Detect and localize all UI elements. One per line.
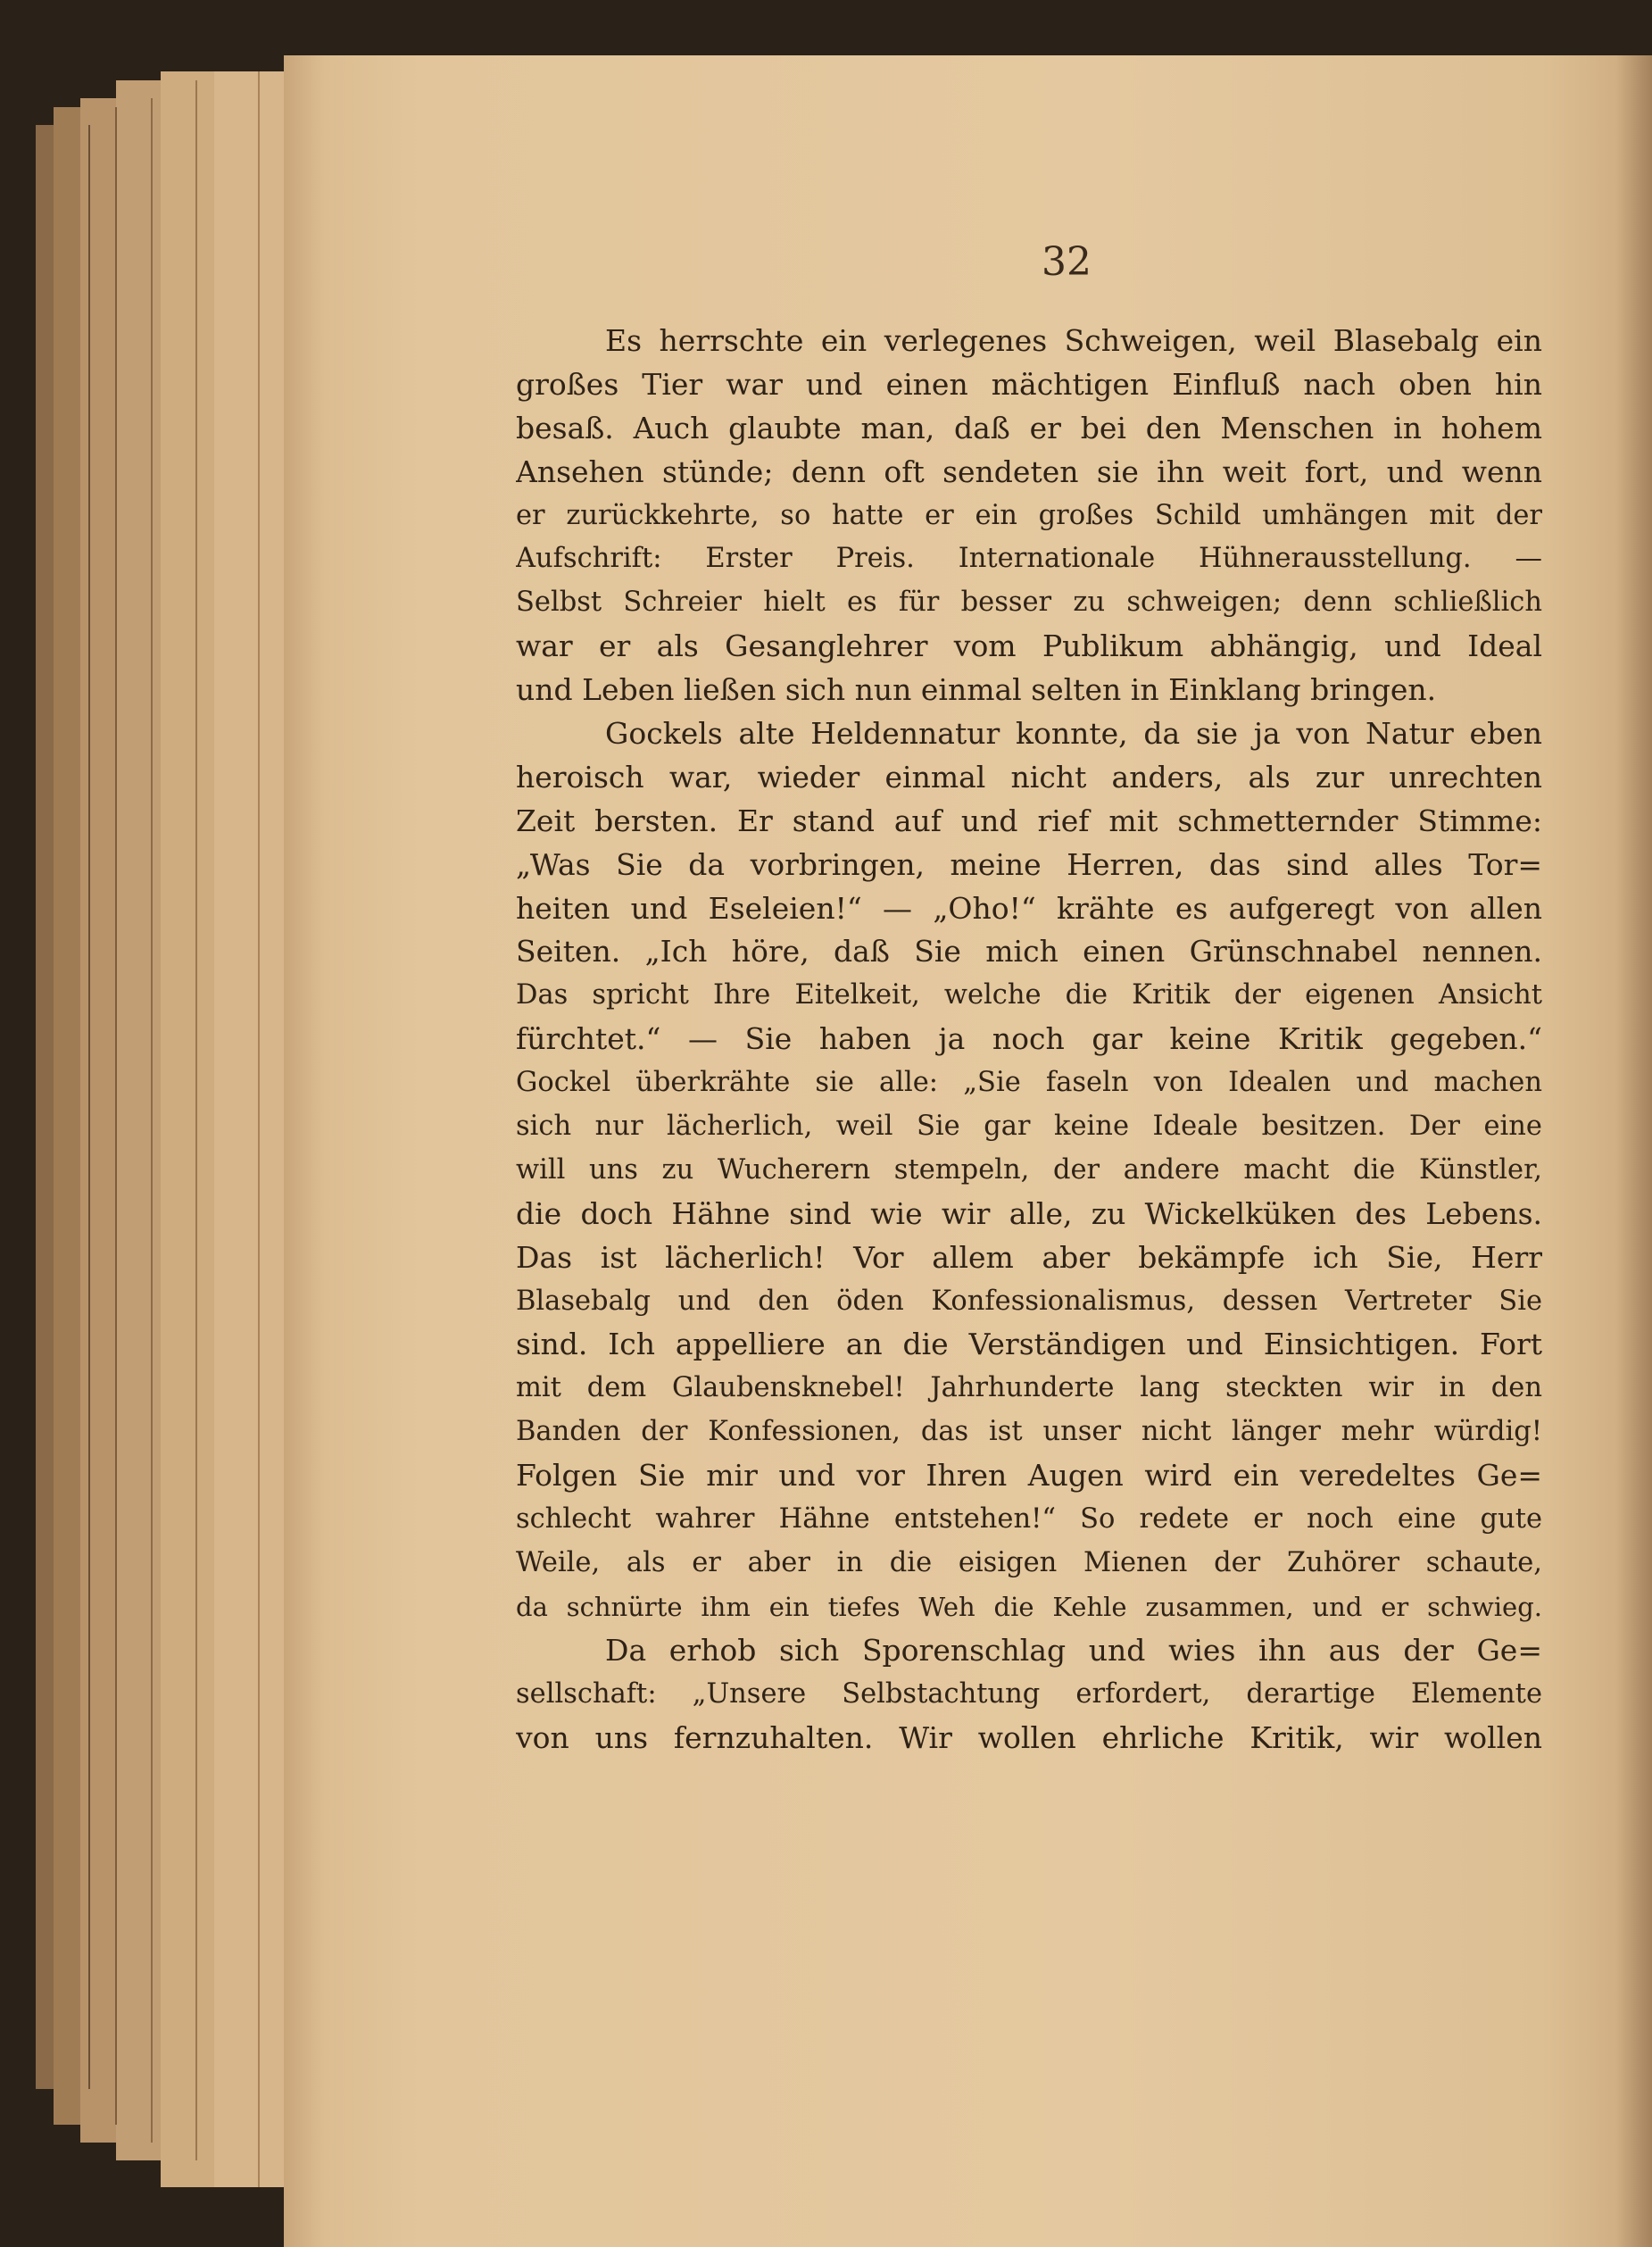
text-line: schlecht wahrer Hähne entstehen!“ So redete er noch eine gute: [516, 1503, 1542, 1535]
text-line: besaß. Auch glaubte man, daß er bei den Menschen in hohem: [516, 410, 1542, 445]
text-line: Weile, als er aber in die eisigen Mienen der Zuhörer schaute,: [516, 1546, 1542, 1578]
text-line: sellschaft: „Unsere Selbstachtung erfordert, derartige Elemente: [516, 1677, 1542, 1710]
text-line: Da erhob sich Sporenschlag und wies ihn aus der Ge=: [605, 1632, 1542, 1668]
text-line: „Was Sie da vorbringen, meine Herren, das sind alles Tor=: [516, 846, 1542, 882]
text-line: Das spricht Ihre Eitelkeit, welche die Kritik der eigenen Ansicht: [516, 979, 1542, 1011]
text-line: Gockel überkrähte sie alle: „Sie faseln von Idealen und machen: [516, 1067, 1542, 1099]
text-line: Folgen Sie mir und vor Ihren Augen wird ein veredeltes Ge=: [516, 1458, 1542, 1494]
body-text: [516, 320, 1542, 1760]
text-line: von uns fernzuhalten. Wir wollen ehrliche Kritik, wir wollen: [516, 1719, 1542, 1755]
text-line: heiten und Eseleien!“ — „Oho!“ krähte es aufgeregt von allen: [516, 890, 1542, 926]
text-line: Es herrschte ein verlegenes Schweigen, weil Blasebalg ein: [605, 323, 1542, 358]
stacked-page-edges: [36, 71, 312, 2187]
text-line: Aufschrift: Erster Preis. Internationale Hühnerausstellung. —: [516, 543, 1542, 575]
text-line: Ansehen stünde; denn oft sendeten sie ihn weit fort, und wenn: [516, 454, 1542, 489]
text-line: Seiten. „Ich höre, daß Sie mich einen Grünschnabel nennen.: [516, 934, 1542, 970]
text-line: Blasebalg und den öden Konfessionalismus, dessen Vertreter Sie: [516, 1285, 1542, 1317]
text-line: Selbst Schreier hielt es für besser zu schweigen; denn schließlich: [516, 587, 1542, 619]
text-line: mit dem Glaubensknebel! Jahrhunderte lang steckten wir in den: [516, 1372, 1542, 1404]
text-line: sind. Ich appelliere an die Verständigen und Einsichtigen. Fort: [516, 1327, 1542, 1362]
page-number: 32: [1042, 239, 1092, 285]
text-line: fürchtet.“ — Sie haben ja noch gar keine Kritik gegeben.“: [516, 1021, 1542, 1057]
text-line: Gockels alte Heldennatur konnte, da sie ja von Natur eben: [605, 716, 1542, 752]
text-line: großes Tier war und einen mächtigen Einfluß nach oben hin: [516, 366, 1542, 402]
text-line: war er als Gesanglehrer vom Publikum abhängig, und Ideal: [516, 628, 1542, 664]
text-line: will uns zu Wucherern stempeln, der andere macht die Künstler,: [516, 1153, 1542, 1186]
text-line: er zurückkehrte, so hatte er ein großes Schild umhängen mit der: [516, 499, 1542, 531]
text-line: und Leben ließen sich nun einmal selten in Einklang bringen.: [516, 672, 1437, 708]
text-line: Das ist lächerlich! Vor allem aber bekämpfe ich Sie, Herr: [516, 1239, 1542, 1275]
text-line: da schnürte ihm ein tiefes Weh die Kehle zusammen, und er schwieg.: [516, 1591, 1542, 1622]
text-line: die doch Hähne sind wie wir alle, zu Wickelküken des Lebens.: [516, 1195, 1542, 1231]
text-line: sich nur lächerlich, weil Sie gar keine Ideale besitzen. Der eine: [516, 1111, 1542, 1143]
text-line: heroisch war, wieder einmal nicht anders, als zur unrechten: [516, 759, 1542, 795]
gutter-shadow: [1616, 55, 1652, 2247]
text-line: Zeit bersten. Er stand auf und rief mit schmetternder Stimme:: [516, 803, 1542, 838]
text-line: Banden der Konfessionen, das ist unser nicht länger mehr würdig!: [516, 1416, 1542, 1448]
